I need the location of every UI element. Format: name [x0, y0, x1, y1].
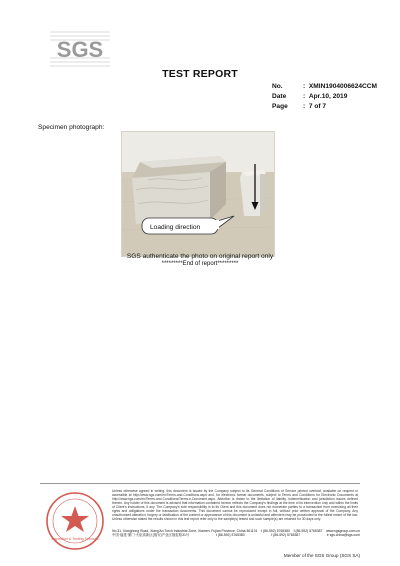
photo-caption: SGS authenticate the photo on original report only: [126, 253, 274, 260]
specimen-photograph-label: Specimen photograph:: [38, 124, 105, 131]
specimen-photo: [121, 131, 275, 257]
report-page-label: Page: [272, 103, 288, 110]
tel-cn: t (86-592) 5765380: [215, 533, 245, 538]
website: www.sgsgroup.com.cn: [326, 529, 360, 533]
report-date-row: [272, 92, 377, 102]
terms-disclaimer: Unless otherwise agreed in writing, this document is issued by the Company subject to its General Conditions of Service printed overleaf, available on request or accessible at http://www.sgs.com/en/Terms-and-Conditions.aspx and, for electronic format documents, subject to Terms and Conditions for Electronic Documents at http://www.sgs.com/en/Terms-and-Conditions/Terms-e-Document.aspx. Attention is drawn to the limitation of liability, indemnification and jurisdiction issues defined therein. Any holder of this document is advised that information contained hereon reflects the Company's findings at the time of its intervention only and within the limits of Client's instructions, if any. The Company's sole responsibility is to its Client and this document does not exonerate parties to a transaction from exercising all their rights and obligations under the transaction documents. This document cannot be reproduced except in full, without prior written approval of the Company. Any unauthorized alteration, forgery or falsification of the content or appearance of this document is unlawful and offenders may be prosecuted to the fullest extent of the law. Unless otherwise stated the results shown in this test report refer only to the sample(s) tested and such sample(s) are retained for 30 days only.: [112, 489, 358, 521]
report-title: TEST REPORT: [162, 68, 238, 80]
fax-en: f (86-592) 5765387: [293, 529, 323, 533]
report-date-sep: :: [303, 93, 306, 100]
sgs-group-member: Member of the SGS Group (SGS SA): [283, 553, 360, 558]
fax-cn: f (86-592) 5765387: [271, 533, 301, 538]
report-number-row: [272, 82, 377, 92]
report-number-value: XMIN1904006624CCM: [308, 83, 378, 90]
report-number-label: No.: [272, 83, 283, 90]
sgs-logo-text: SGS: [56, 37, 104, 62]
address-cn: 中国·福建·厦门·火炬高新区(翔安)产业区翔虹路31号: [112, 533, 190, 538]
specimen-photo-graphic: [122, 132, 274, 256]
loading-direction-label: Loading direction: [150, 224, 201, 231]
report-page-row: [272, 102, 377, 112]
sgs-logo: [47, 28, 113, 68]
report-date-label: Date: [272, 93, 287, 100]
footer-divider: [40, 483, 360, 484]
sgs-stamp-graphic: [40, 486, 110, 556]
report-meta: [272, 82, 377, 112]
address-en: No.31, Xianghong Road, Xiang'An Torch Industrial Zone, Xiamen, Fujian Province, China 361101: [112, 529, 258, 533]
sgs-stamp: [40, 486, 110, 556]
footer-address: [112, 529, 360, 537]
address-line-cn: [112, 533, 360, 537]
stamp-caption: Inspection & Testing Services: [51, 537, 99, 541]
tel-en: t (86-592) 5765380: [261, 529, 290, 533]
sgs-logo-graphic: [47, 28, 113, 68]
end-of-report: *********End of report*********: [161, 261, 239, 267]
email: e sgs.china@sgs.com: [326, 533, 360, 538]
report-number-sep: :: [303, 83, 306, 90]
report-page-value: 7 of 7: [308, 103, 327, 110]
report-date-value: Apr.10, 2019: [308, 93, 348, 100]
report-page-sep: :: [303, 103, 306, 110]
